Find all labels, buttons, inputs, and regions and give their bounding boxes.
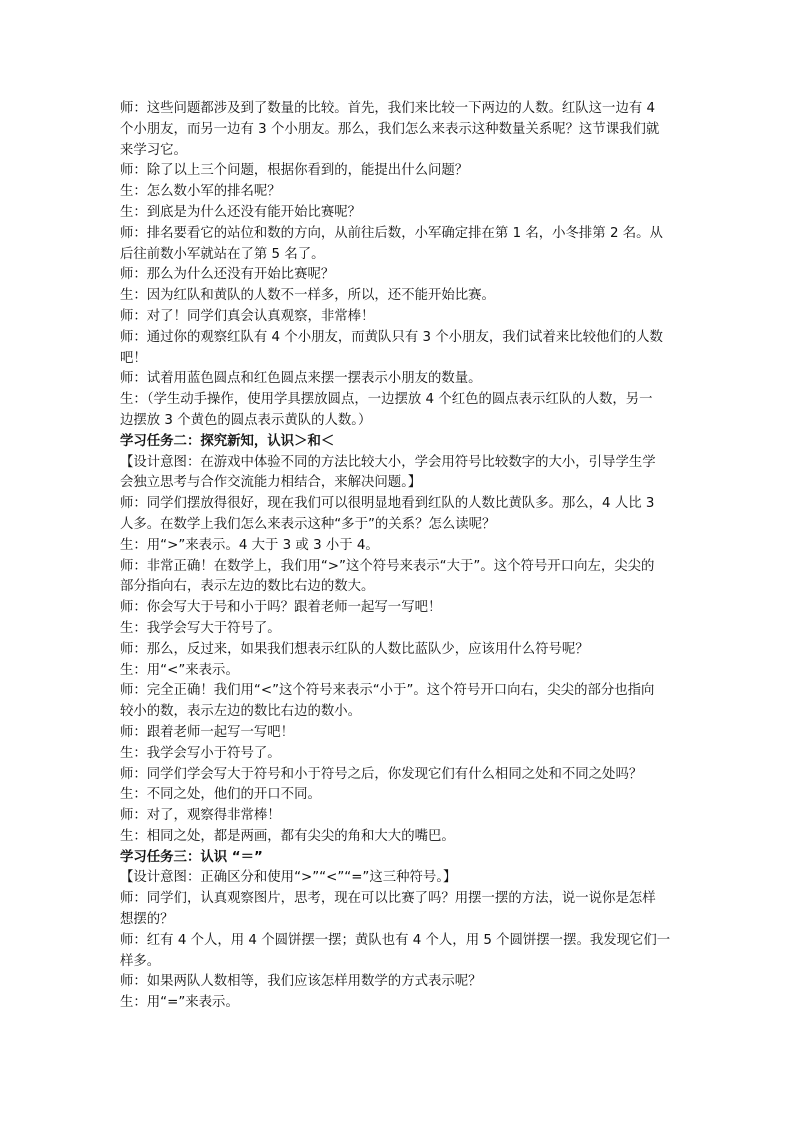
text-line: 师：通过你的观察红队有 4 个小朋友，而黄队只有 3 个小朋友，我们试着来比较他们的人数 [120,329,663,345]
text-line: 生：用“=”来表示。 [120,995,239,1011]
text-line: 生：不同之处，他们的开口不同。 [120,787,321,803]
text-line: 会独立思考与合作交流能力相结合，来解决问题。】 [120,475,422,491]
text-line: 师：红有 4 个人，用 4 个圆饼摆一摆；黄队也有 4 个人，用 5 个圆饼摆一摆。我发现它们一 [120,932,671,948]
text-line: 【设计意图：正确区分和使用“>”“<”“=”这三种符号。】 [120,870,457,886]
text-line: 生：我学会写小于符号了。 [120,745,281,761]
text-line: 生：因为红队和黄队的人数不一样多，所以，还不能开始比赛。 [120,288,495,304]
text-line: 部分指向右，表示左边的数比右边的数大。 [120,579,375,595]
text-line: 生：用“>”来表示。4 大于 3 或 3 小于 4。 [120,537,379,553]
text-line: 师：同学们摆放得很好，现在我们可以很明显地看到红队的人数比黄队多。那么，4 人比 3 [120,496,655,512]
text-line: 师：排名要看它的站位和数的方向，从前往后数，小军确定排在第 1 名，小冬排第 2 名。从 [120,225,663,241]
text-line: 师：同学们学会写大于符号和小于符号之后，你发现它们有什么相同之处和不同之处吗？ [120,766,643,782]
text-line: 生：相同之处，都是两画，都有尖尖的角和大大的嘴巴。 [120,828,455,844]
text-line: 样多。 [120,953,161,969]
text-line: 个小朋友，而另一边有 3 个小朋友。那么，我们怎么来表示这种数量关系呢？这节课我们就 [120,121,660,137]
text-line: 后往前数小军就站在了第 5 名了。 [120,246,325,262]
text-line: 【设计意图：在游戏中体验不同的方法比较大小，学会用符号比较数字的大小，引导学生学 [120,454,656,470]
text-line: 较小的数，表示左边的数比右边的数小。 [120,704,362,720]
text-line: 人多。在数学上我们怎么来表示这种“多于”的关系？怎么读呢？ [120,516,496,532]
text-line: 师：如果两队人数相等，我们应该怎样用数学的方式表示呢？ [120,974,482,990]
text-line: 师：同学们，认真观察图片，思考，现在可以比赛了吗？用摆一摆的方法，说一说你是怎样 [120,891,656,907]
text-line: 师：非常正确！在数学上，我们用“>”这个符号来表示“大于”。这个符号开口向左，尖尖的 [120,558,655,574]
text-line: 边摆放 3 个黄色的圆点表示黄队的人数。） [120,412,372,428]
text-line: 想摆的？ [120,912,174,928]
text-line: 生：（学生动手操作，使用学具摆放圆点，一边摆放 4 个红色的圆点表示红队的人数，另一 [120,392,653,408]
text-line: 师：跟着老师一起写一写吧！ [120,724,295,740]
text-line: 师：试着用蓝色圆点和红色圆点来摆一摆表示小朋友的数量。 [120,371,482,387]
text-line: 生：到底是为什么还没有能开始比赛呢？ [120,204,362,220]
document-body [120,99,680,1014]
text-line: 师：除了以上三个问题，根据你看到的，能提出什么问题？ [120,163,469,179]
text-line: 吧！ [120,350,147,366]
text-line: 师：那么，反过来，如果我们想表示红队的人数比蓝队少，应该用什么符号呢？ [120,641,589,657]
text-line: 师：对了，观察得非常棒！ [120,808,281,824]
text-line: 师：你会写大于号和小于吗？跟着老师一起写一写吧！ [120,600,442,616]
text-line: 师：那么为什么还没有开始比赛呢？ [120,267,335,283]
section-heading: 学习任务三：认识 “＝” [120,849,263,865]
text-line: 师：这些问题都涉及到了数量的比较。首先，我们来比较一下两边的人数。红队这一边有 4 [120,101,656,116]
text-line: 生：我学会写大于符号了。 [120,620,281,636]
text-line: 生：怎么数小军的排名呢？ [120,184,281,200]
text-line: 来学习它。 [120,142,187,158]
text-line: 师：完全正确！我们用“<”这个符号来表示“小于”。这个符号开口向右，尖尖的部分也指向 [120,683,655,699]
text-line: 生：用“<”来表示。 [120,662,239,678]
text-line: 师：对了！同学们真会认真观察，非常棒！ [120,308,375,324]
section-heading: 学习任务二：探究新知，认识＞和＜ [120,433,335,449]
